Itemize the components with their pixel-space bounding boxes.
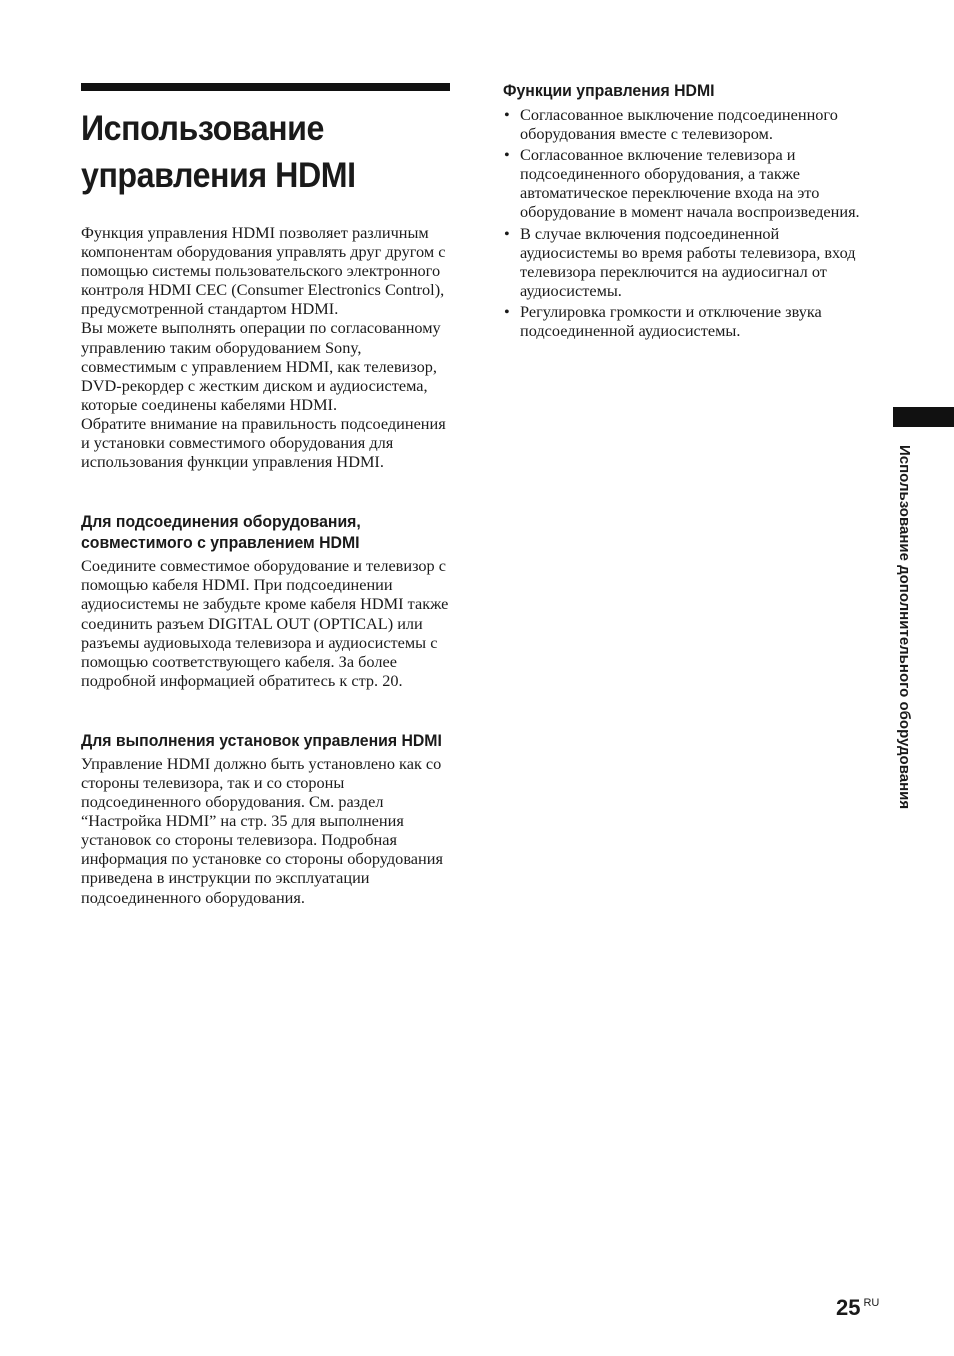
title-rule bbox=[81, 83, 450, 91]
settings-text: Управление HDMI должно быть установлено как со стороны телевизора, так и со стороны подсоединенного оборудования. См. раздел “Настройка HDMI” на стр. 35 для выполнения установок со стороны телевизора. Подробная информация по установке со стороны оборудования приведена в инструкции по эксплуатации подсоединенного оборудования. bbox=[81, 753, 443, 907]
connect-text: Соедините совместимое оборудование и телевизор с помощью кабеля HDMI. При подсоединении аудиосистемы не забудьте кроме кабеля HDMI также соединить разъем DIGITAL OUT (OPTICAL) или разъемы аудиовыхода телевизора и аудиосистемы с помощью соответствующего кабеля. За более подробной информацией обратитесь к стр. 20. bbox=[81, 556, 449, 690]
page-number-value: 25 bbox=[836, 1295, 861, 1320]
list-item bbox=[503, 302, 878, 340]
list-item bbox=[503, 145, 878, 221]
list-item bbox=[503, 105, 878, 143]
right-column bbox=[503, 80, 878, 342]
list-item bbox=[503, 224, 878, 300]
list-item-text: Регулировка громкости и отключение звука подсоединенной аудиосистемы. bbox=[520, 301, 822, 341]
side-section-label: Использование дополнительного оборудования bbox=[896, 445, 913, 810]
connect-heading: Для подсоединения оборудования, совместимого с управлением HDMI bbox=[81, 512, 361, 553]
intro-section bbox=[81, 223, 451, 471]
functions-heading: Функции управления HDMI bbox=[503, 81, 715, 100]
functions-list bbox=[503, 105, 878, 340]
intro-paragraph-1: Функция управления HDMI позволяет различным компонентам оборудования управлять друг другом с помощью системы пользовательского электронного контроля HDMI CEC (Consumer Electronics Control), предусмотренной стандартом HDMI. bbox=[81, 223, 446, 319]
bullet-icon: • bbox=[504, 145, 510, 165]
intro-paragraph-2: Вы можете выполнять операции по согласованному управлению таким оборудованием Sony, совместимым с управлением HDMI, как телевизор, DVD-рекордер с жестким диском и аудиосистема, которые соединены кабелями HDMI. bbox=[81, 318, 441, 414]
page-title: Использование управления HDMI bbox=[81, 109, 356, 195]
bullet-icon: • bbox=[504, 105, 510, 124]
settings-heading: Для выполнения установок управления HDMI bbox=[81, 730, 442, 750]
list-item-text: В случае включения подсоединенной аудиосистемы во время работы телевизора, вход телевизора переключится на аудиосигнал от аудиосистемы. bbox=[520, 223, 856, 300]
page-number bbox=[836, 1295, 879, 1321]
connect-section bbox=[81, 511, 451, 690]
bullet-icon: • bbox=[504, 301, 510, 321]
list-item-text: Согласованное выключение подсоединенного оборудования вместе с телевизором. bbox=[520, 105, 838, 144]
list-item-text: Согласованное включение телевизора и подсоединенного оборудования, а также автоматическое переключение входа на это оборудование в момент начала воспроизведения. bbox=[520, 145, 860, 222]
left-column bbox=[81, 83, 451, 907]
bullet-icon: • bbox=[504, 223, 510, 243]
intro-paragraph-3: Обратите внимание на правильность подсоединения и установки совместимого оборудования для использования функции управления HDMI. bbox=[81, 413, 446, 472]
section-tab-marker bbox=[893, 407, 954, 427]
settings-section bbox=[81, 730, 451, 907]
page-language-code: RU bbox=[863, 1297, 880, 1309]
